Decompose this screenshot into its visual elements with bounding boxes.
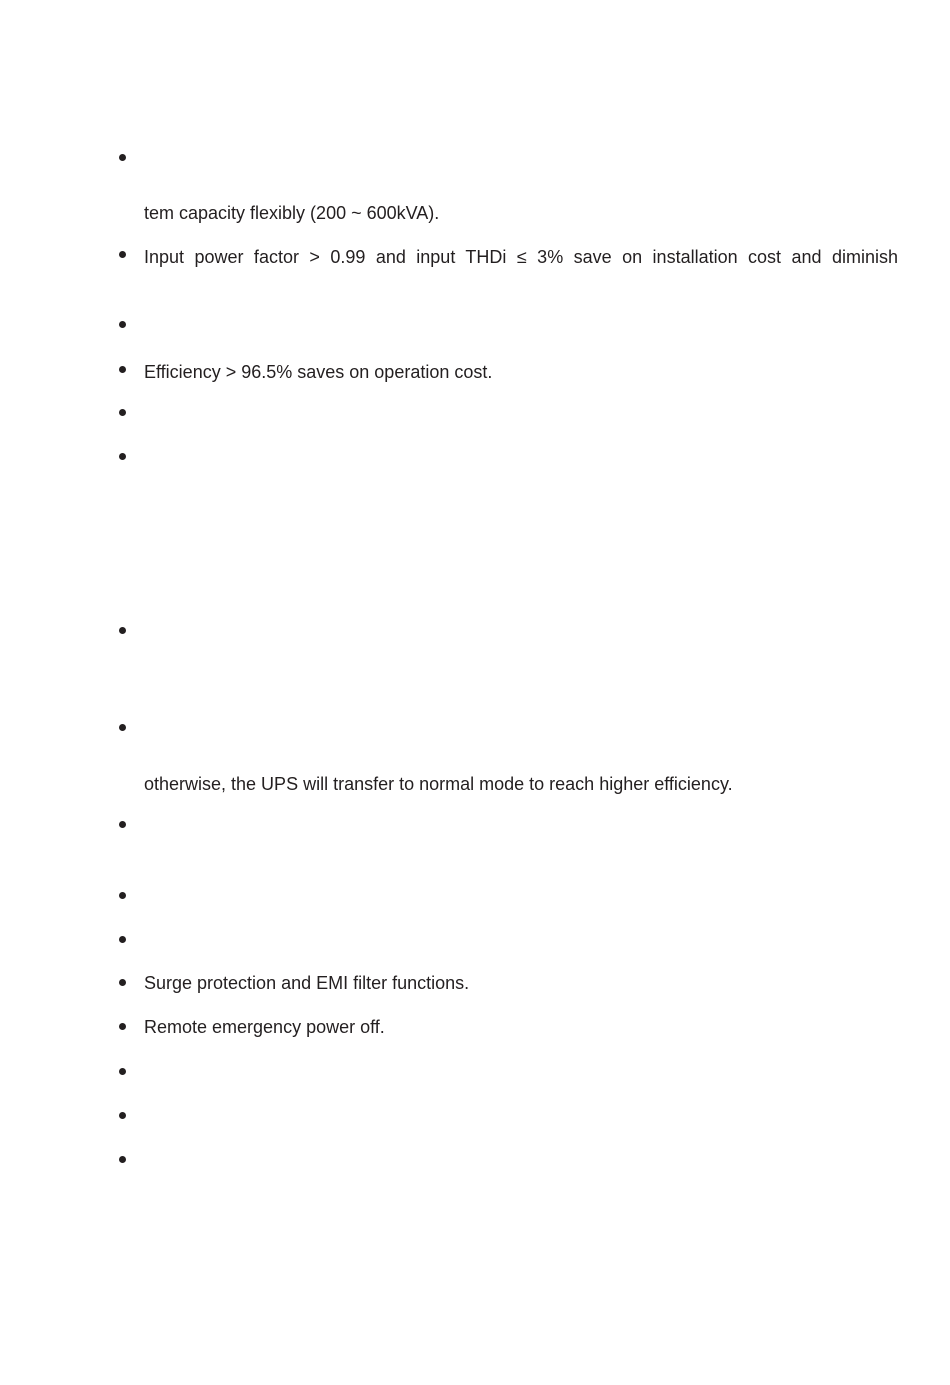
bullet-point — [119, 979, 126, 986]
bullet-point — [119, 1112, 126, 1119]
bullet-point — [119, 409, 126, 416]
list-item-text: Surge protection and EMI filter functions. — [144, 973, 470, 993]
bullet-point — [119, 1023, 126, 1030]
bullet-point — [119, 936, 126, 943]
list-item-text: Remote emergency power off. — [144, 1017, 385, 1037]
bullet-point — [119, 366, 126, 373]
bullet-point — [119, 251, 126, 258]
bullet-point — [119, 821, 126, 828]
bullet-point — [119, 1068, 126, 1075]
list-item-text: Efficiency > 96.5% saves on operation cost. — [144, 362, 493, 382]
bullet-point — [119, 892, 126, 899]
bullet-point — [119, 724, 126, 731]
bullet-point — [119, 154, 126, 161]
list-item-text: otherwise, the UPS will transfer to normal mode to reach higher efficiency. — [144, 774, 733, 794]
bullet-point — [119, 321, 126, 328]
bullet-point — [119, 453, 126, 460]
bullet-point — [119, 627, 126, 634]
list-item-text: tem capacity flexibly (200 ~ 600kVA). — [144, 203, 440, 223]
bullet-point — [119, 1156, 126, 1163]
list-item-text: Input power factor > 0.99 and input THDi ≤ 3% save on installation cost and diminish — [144, 247, 898, 267]
